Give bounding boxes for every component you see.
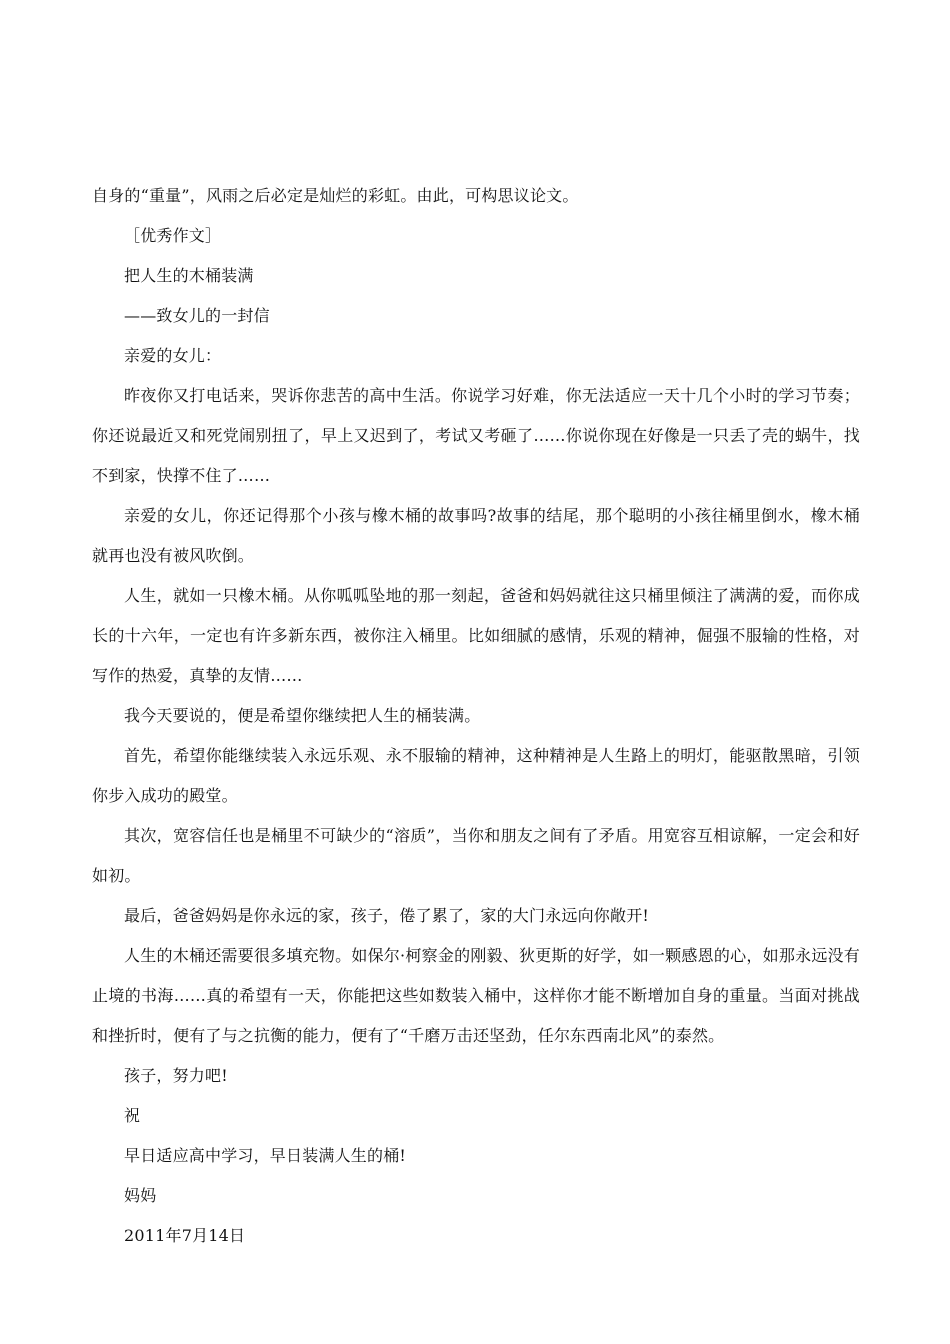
paragraph: 人生的木桶还需要很多填充物。如保尔·柯察金的刚毅、狄更斯的好学，如一颗感恩的心，如那永远没有止境的书海……真的希望有一天，你能把这些如数装入桶中，这样你才能不断增加自身的重量。当面对挑战和挫折时，便有了与之抗衡的能力，便有了“千磨万击还坚劲，任尔东西南北风”的泰然。 (92, 946, 860, 1045)
paragraph-intro-continuation: 自身的“重量”，风雨之后必定是灿烂的彩虹。由此，可构思议论文。 (92, 186, 579, 205)
section-label: ［优秀作文］ (124, 226, 222, 245)
letter-signature: 妈妈 (124, 1186, 157, 1205)
letter-closing-text: 早日适应高中学习，早日装满人生的桶! (124, 1146, 407, 1165)
essay-title: 把人生的木桶装满 (124, 266, 254, 285)
letter-closing-wish: 祝 (124, 1106, 141, 1125)
paragraph: 其次，宽容信任也是桶里不可缺少的“溶质”，当你和朋友之间有了矛盾。用宽容互相谅解，一定会和好如初。 (92, 826, 860, 885)
paragraph: 最后，爸爸妈妈是你永远的家，孩子，倦了累了，家的大门永远向你敞开! (124, 906, 650, 925)
essay-subtitle: ——致女儿的一封信 (124, 306, 270, 325)
letter-salutation: 亲爱的女儿： (124, 346, 222, 365)
document-body (92, 176, 860, 1256)
paragraph: 人生，就如一只橡木桶。从你呱呱坠地的那一刻起，爸爸和妈妈就往这只桶里倾注了满满的爱，而你成长的十六年，一定也有许多新东西，被你注入桶里。比如细腻的感情，乐观的精神，倔强不服输的性格，对写作的热爱，真挚的友情…… (92, 586, 860, 685)
paragraph: 我今天要说的，便是希望你继续把人生的桶装满。 (124, 706, 481, 725)
paragraph: 首先，希望你能继续装入永远乐观、永不服输的精神，这种精神是人生路上的明灯，能驱散黑暗，引领你步入成功的殿堂。 (92, 746, 860, 805)
paragraph: 孩子，努力吧! (124, 1066, 228, 1085)
letter-date: 2011年7月14日 (124, 1226, 246, 1245)
paragraph: 亲爱的女儿，你还记得那个小孩与橡木桶的故事吗?故事的结尾，那个聪明的小孩往桶里倒水，橡木桶就再也没有被风吹倒。 (92, 506, 860, 565)
paragraph: 昨夜你又打电话来，哭诉你悲苦的高中生活。你说学习好难，你无法适应一天十几个小时的学习节奏；你还说最近又和死党闹别扭了，早上又迟到了，考试又考砸了……你说你现在好像是一只丢了壳的蜗牛，找不到家，快撑不住了…… (92, 386, 860, 485)
